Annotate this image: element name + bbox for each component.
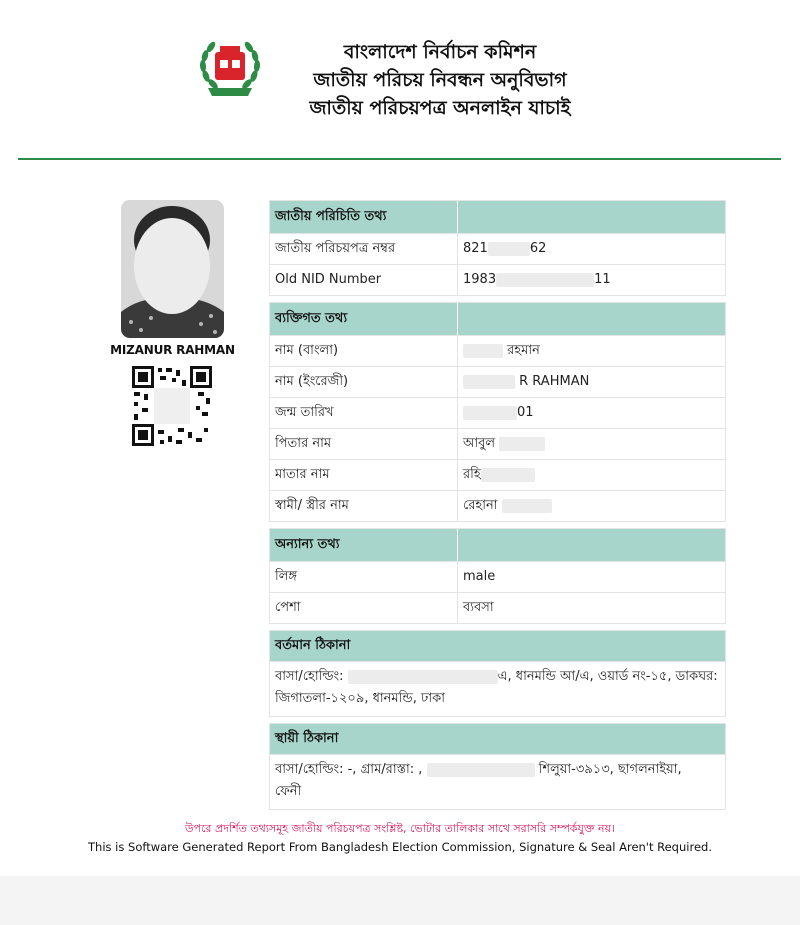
table-row <box>270 428 725 459</box>
name-bn-label: নাম (বাংলা) <box>270 336 458 366</box>
table-row <box>270 233 725 264</box>
name-bn-value: রহমান <box>458 336 725 366</box>
name-en-value: R RAHMAN <box>458 367 725 397</box>
table-row <box>270 397 725 428</box>
header-line-1: বাংলাদেশ নির্বাচন কমিশন <box>343 41 537 63</box>
section-title: স্থায়ী ঠিকানা <box>270 724 725 754</box>
table-row <box>270 490 725 521</box>
section-title: বর্তমান ঠিকানা <box>270 631 725 661</box>
section-title: অন্যান্য তথ্য <box>270 529 458 561</box>
occupation-value: ব্যবসা <box>463 600 494 615</box>
gender-value: male <box>463 569 496 584</box>
permanent-address-section <box>269 723 726 810</box>
disclaimer-bangla: উপরে প্রদর্শিত তথ্যসমূহ জাতীয় পরিচয়পত্র সংশ্লিষ্ট, ভোটার তালিকার সাথে সরাসরি সম্পর্কযুক্ত নয়। <box>184 822 616 835</box>
header-divider <box>18 158 781 160</box>
info-tables <box>269 200 726 816</box>
table-row <box>270 264 725 295</box>
header-line-2: জাতীয় পরিচয় নিবন্ধন অনুবিভাগ <box>313 69 567 91</box>
present-address-section <box>269 630 726 717</box>
mother-name-value: রহি <box>458 460 725 490</box>
nid-label: জাতীয় পরিচয়পত্র নম্বর <box>270 234 458 264</box>
personal-info-section <box>269 302 726 522</box>
header-line-3: জাতীয় পরিচয়পত্র অনলাইন যাচাই <box>309 97 571 119</box>
occupation-label: পেশা <box>270 593 458 623</box>
other-info-section <box>269 528 726 624</box>
section-title: জাতীয় পরিচিতি তথ্য <box>270 201 458 233</box>
spouse-name-value: রেহানা <box>458 491 725 521</box>
old-nid-label: Old NID Number <box>270 265 458 295</box>
document-header <box>0 0 800 160</box>
table-row <box>270 561 725 592</box>
person-photo <box>121 200 224 338</box>
qr-code <box>132 366 212 446</box>
old-nid-value: 1983 11 <box>463 272 611 287</box>
page-bottom-band <box>0 876 800 925</box>
person-name-caption: MIZANUR RAHMAN <box>110 343 235 357</box>
present-address-value: বাসা/হোল্ডিং: এ, ধানমন্ডি আ/এ, ওয়ার্ড নং-১৫, ডাকঘর: জিগাতলা-১২০৯, ধানমন্ডি, ঢাকা <box>270 661 725 716</box>
election-commission-logo <box>198 38 262 100</box>
name-en-label: নাম (ইংরেজী) <box>270 367 458 397</box>
spouse-name-label: স্বামী/ স্ত্রীর নাম <box>270 491 458 521</box>
table-row <box>270 335 725 366</box>
permanent-address-value: বাসা/হোল্ডিং: -, গ্রাম/রাস্তা: , শিলুয়া-৩৯১৩, ছাগলনাইয়া, ফেনী <box>270 754 725 809</box>
mother-name-label: মাতার নাম <box>270 460 458 490</box>
father-name-label: পিতার নাম <box>270 429 458 459</box>
table-row <box>270 366 725 397</box>
table-row <box>270 592 725 623</box>
section-title: ব্যক্তিগত তথ্য <box>270 303 458 335</box>
gender-label: লিঙ্গ <box>270 562 458 592</box>
dob-value: 01 <box>458 398 725 428</box>
national-id-section <box>269 200 726 296</box>
table-row <box>270 459 725 490</box>
disclaimer-english: This is Software Generated Report From Bangladesh Election Commission, Signature & Seal Aren't Required. <box>88 840 712 854</box>
dob-label: জন্ম তারিখ <box>270 398 458 428</box>
nid-value: 821 62 <box>463 241 547 256</box>
father-name-value: আবুল <box>458 429 725 459</box>
